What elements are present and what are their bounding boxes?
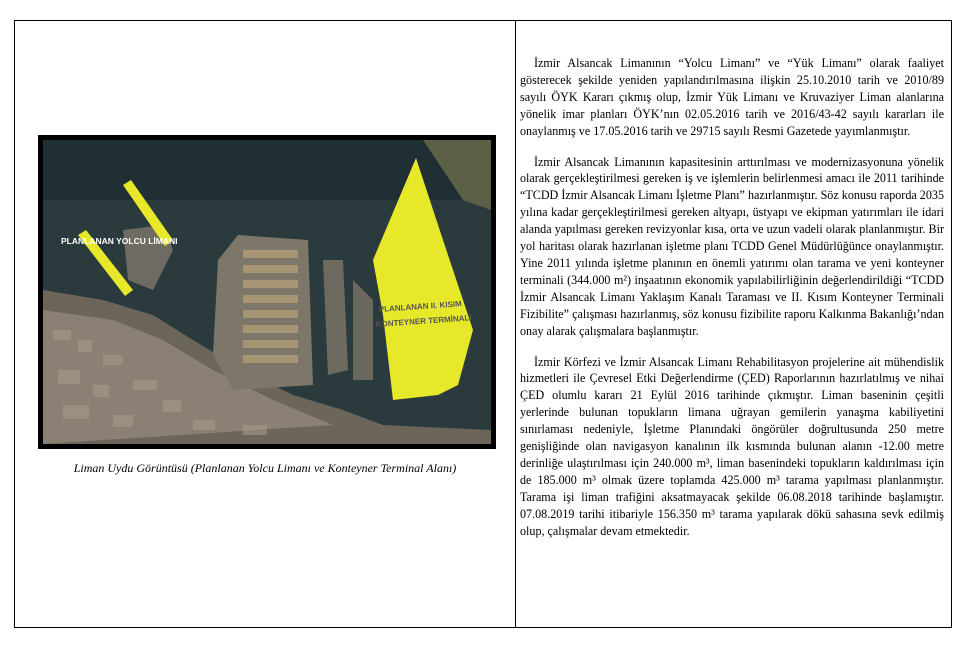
column-divider [515,21,516,627]
paragraph-2: İzmir Alsancak Limanının kapasitesinin arttırılması ve modernizasyonuna yönelik olarak gerçekleştirilmesi gereken iş ve işlemlerin belirlenmesi amacı ile 2011 tarihinde “TCDD İzmir Alsancak Limanı İşletme Planı” hazırlanmıştır. Söz konusu raporda 2035 yılına kadar gerçekleştirilmesi gereken altyapı, üstyapı ve ekipman yatırımları ile idari alanda yapılması gereken revizyonlar kısa, orta ve uzun vadeli olarak planlanmıştır. Bir yol haritası olarak hazırlanan işletme planı TCDD Genel Müdürlüğünce onaylanmıştır. Yine 2011 yılında işletme planının en önemli yatırımı olan tarama ve yeni konteyner terminali (344.000 m²) inşaatının ekonomik yapılabilirliğinin değerlendirildiği “TCDD İzmir Alsancak Limanı Yaklaşım Kanalı Taraması ve II. Kısım Konteyner Terminali Fizibilite” çalışması hazırlanmış, söz konusu fizibilite raporu Kalkınma Bakanlığı’ndan onay alarak çalışmalara başlanmıştır. [520,154,944,338]
paragraph-3: İzmir Körfezi ve İzmir Alsancak Limanı Rehabilitasyon projelerine ait mühendislik hizmetleri ile Çevresel Etki Değerlendirme (ÇED) Raporlarının hazırlatılmış ve nihai ÇED olumlu kararı 21 Eylül 2016 tarihinde çıkmıştır. Liman baseninin çeşitli yerlerinde bulunan topukların limana uğrayan gemilerin yanaşma kabiliyetini sınırlaması nedeniyle, İşletme Planındaki öngörüler doğrultusunda 250 metre genişliğinde olan navigasyon kanalının ilk kısmında bulunan alanın -12.00 metre derinliğe ulaştırılması için 240.000 m³, liman basenindeki topukların kaldırılması için de 185.000 m³ olmak üzere toplamda 425.000 m³ tarama yapılması planlanmıştır. Tarama işi liman trafiğini aksatmayacak şekilde 06.08.2018 tarihinde başlamıştır. 07.08.2019 tarihi itibariyle 156.350 m³ tarama yapılarak dökü sahasına sevk edilmiş olup, çalışmalar devam etmektedir. [520,354,944,538]
figure-caption: Liman Uydu Görüntüsü (Planlanan Yolcu Limanı ve Konteyner Terminal Alanı) [73,461,457,475]
satellite-image [38,135,496,449]
label-container-terminal-1: PLANLANAN II. KISIM [378,299,463,314]
text-cell [520,55,944,553]
document-table [14,20,952,628]
paragraph-1: İzmir Alsancak Limanının “Yolcu Limanı” ve “Yük Limanı” olarak faaliyet gösterecek şekilde yeniden yapılandırılmasına ilişkin 25.10.2010 tarih ve 2010/89 sayılı ÖYK Kararı çıkmış olup, İzmir Yük Limanı ve Kruvaziyer Liman alanlarına yönelik imar planları ÖYK’nın 02.05.2016 tarih ve 2016/43-42 sayılı kararları ile onaylanmış ve 17.05.2016 tarih ve 29715 sayılı Resmi Gazetede yayımlanmıştır. [520,56,944,138]
label-container-terminal-2: KONTEYNER TERMİNALİ [375,313,472,329]
label-passenger-port: PLANLANAN YOLCU LİMANI [61,236,178,246]
port-satellite-map [43,140,491,444]
figure-cell [15,21,515,627]
